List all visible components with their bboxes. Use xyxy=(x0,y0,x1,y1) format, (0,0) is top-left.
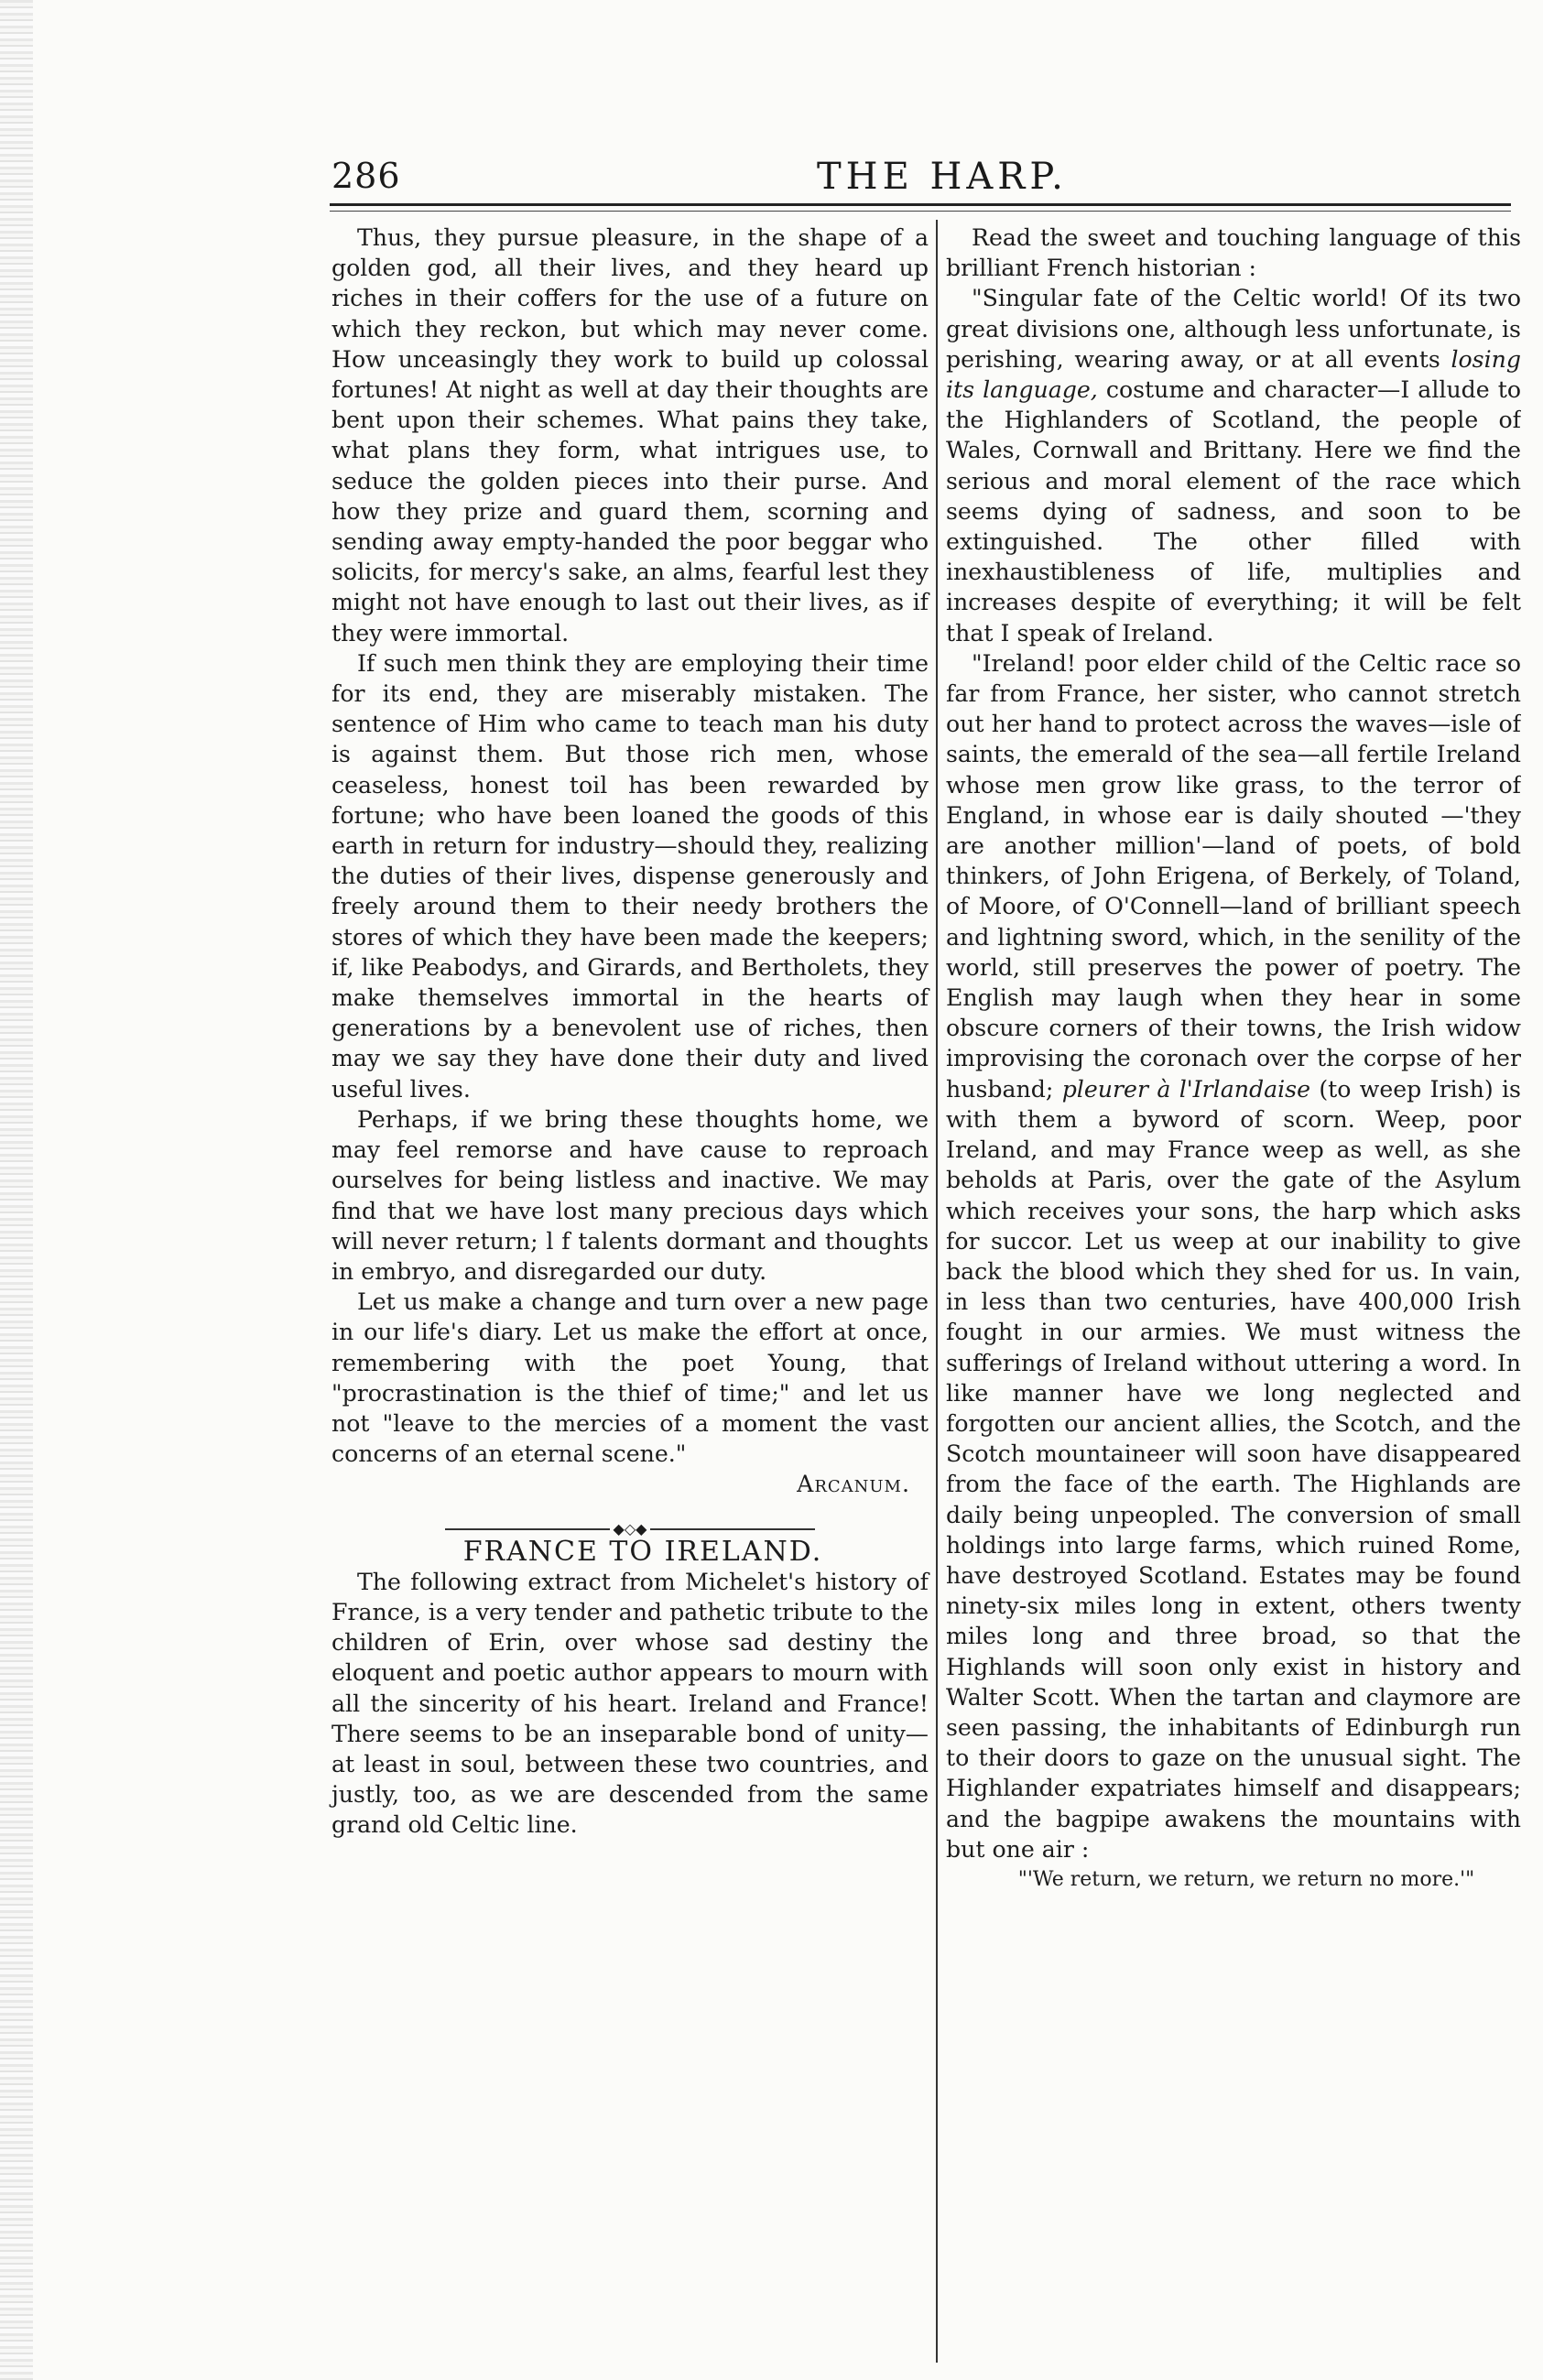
left-column xyxy=(331,223,929,1841)
section-divider-ornament: ◆◇◆ xyxy=(331,1513,929,1527)
paragraph: Thus, they pursue pleasure, in the shape of a golden god, all their lives, and they heard up riches in their coffers for the use of a future on which they reckon, but which may never come. How unceasingly they work to build up colossal fortunes! At night as well at day their thoughts are bent upon their schemes. What pains they take, what plans they form, what intrigues use, to seduce the golden pieces into their purse. And how they prize and guard them, scorning and sending away empty-handed the poor beggar who solicits, for mercy's sake, an alms, fearful lest they might not have enough to last out their lives, as if they were immortal. xyxy=(331,224,929,647)
paragraph: The following extract from Michelet's history of France, is a very tender and pathetic tribute to the children of Erin, over whose sad destiny the eloquent and poetic author appears to mourn with all the sincerity of his heart. Ireland and France! There seems to be an inseparable bond of unity—at least in soul, between these two countries, and justly, too, as we are descended from the same grand old Celtic line. xyxy=(331,1568,929,1839)
scan-edge-noise xyxy=(0,0,33,2380)
paragraph: Let us make a change and turn over a new page in our life's diary. Let us make the effort at once, remembering with the poet Young, that "procrastination is the thief of time;" and let us not "leave to the mercies of a moment the vast concerns of an eternal scene." xyxy=(331,1288,929,1468)
page-number: 286 xyxy=(331,156,401,196)
paragraph: "Ireland! poor elder child of the Celtic race so far from France, her sister, who cannot stretch out her hand to protect across the waves—isle of saints, the emerald of the sea—all fertile Ireland whose men grow like grass, to the terror of England, in whose ear is daily shouted —'they are another million'—land of poets, of bold thinkers, of John Erigena, of Berkely, of Toland, of Moore, of O'Connell—land of brilliant speech and lightning sword, which, in the senility of the world, still preserves the power of poetry. The English may laugh when they hear in some obscure corners of their towns, the Irish widow improvising the coronach over the corpse of her husband; pleurer à l'Irlandaise (to weep Irish) is with them a byword of scorn. Weep, poor Ireland, and may France weep as well, as she beholds at Paris, over the gate of the Asylum which receives your sons, the harp which asks for succor. Let us weep at our inability to give back the blood which they shed for us. In vain, in less than two centuries, have 400,000 Irish fought in our armies. We must witness the sufferings of Ireland without uttering a word. In like manner have we long neglected and forgotten our ancient allies, the Scotch, and the Scotch mountaineer will soon have disappeared from the face of the earth. The Highlands are daily being unpeopled. The conversion of small holdings into large farms, which ruined Rome, have destroyed Scotland. Estates may be found ninety-six miles long in extent, others twenty miles long and three broad, so that the Highlands will soon only exist in history and Walter Scott. When the tartan and claymore are seen passing, the inhabitants of Edinburgh run to their doors to gaze on the unusual sight. The Highlander expatriates himself and disappears; and the bagpipe awakens the mountains with but one air : xyxy=(946,649,1521,1863)
paragraph: "Singular fate of the Celtic world! Of its two great divisions one, although less unfortunate, is perishing, wearing away, or at all events losing its language, costume and character—I allude to the Highlanders of Scotland, the people of Wales, Cornwall and Brittany. Here we find the serious and moral element of the race which seems dying of sadness, and soon to be extinguished. The other filled with inexhaustibleness of life, multiplies and increases despite of everything; it will be felt that I speak of Ireland. xyxy=(946,285,1521,647)
italic-text: losing its language, xyxy=(946,345,1521,404)
section-title: FRANCE TO IRELAND. xyxy=(462,1535,823,1568)
column-divider xyxy=(936,220,938,2363)
italic-text: pleurer à l'Irlandaise xyxy=(1061,1075,1310,1103)
header-rule xyxy=(330,203,1511,206)
page-header xyxy=(331,156,1494,211)
author-signature: Arcanum. xyxy=(797,1471,910,1498)
header-rule-thin xyxy=(330,211,1511,212)
running-head: THE HARP. xyxy=(817,156,1068,198)
paragraph: Read the sweet and touching language of this brilliant French historian : xyxy=(946,224,1521,282)
paragraph: Perhaps, if we bring these thoughts home, we may feel remorse and have cause to reproach ourselves for being listless and inactive. We may find that we have lost many precious days which will never return; l f talents dormant and thoughts in embryo, and disregarded our duty. xyxy=(331,1105,929,1285)
closing-quote: "'We return, we return, we return no more.'" xyxy=(1017,1867,1475,1891)
right-column xyxy=(946,223,1521,2365)
paragraph: If such men think they are employing their time for its end, they are miserably mistaken. The sentence of Him who came to teach man his duty is against them. But those rich men, whose ceaseless, honest toil has been rewarded by fortune; who have been loaned the goods of this earth in return for industry—should they, realizing the duties of their lives, dispense generously and freely around them to their needy brothers the stores of which they have been made the keepers; if, like Peabodys, and Girards, and Bertholets, they make themselves immortal in the hearts of generations by a benevolent use of riches, then may we say they have done their duty and lived useful lives. xyxy=(331,649,929,1103)
